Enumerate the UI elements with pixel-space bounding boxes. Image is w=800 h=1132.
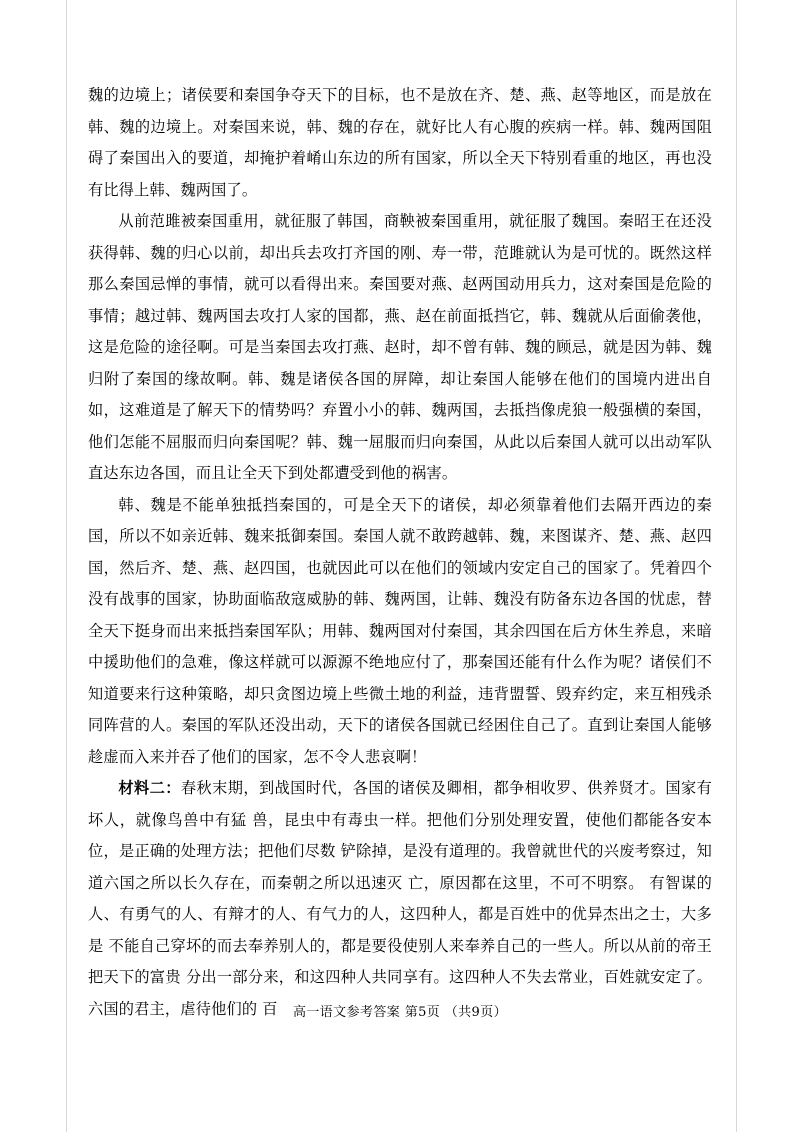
document-body	[88, 80, 712, 1025]
paragraph-2: 从前范雎被秦国重用，就征服了韩国，商鞅被秦国重用，就征服了魏国。秦昭王在还没获得韩、魏的归心以前，却出兵去攻打齐国的刚、寿一带，范雎就认为是可忧的。既然这样那么秦国忌惮的事情，就可以看得出来。秦国要对燕、赵两国动用兵力，这对秦国是危险的事情；越过韩、魏两国去攻打人家的国都，燕、赵在前面抵挡它，韩、魏就从后面偷袭他，这是危险的途径啊。可是当秦国去攻打燕、赵时，却不曾有韩、魏的顾忌，就是因为韩、魏归附了秦国的缘故啊。韩、魏是诸侯各国的屏障，却让秦国人能够在他们的国境内进出自如，这难道是了解天下的情势吗？弃置小小的韩、魏两国，去抵挡像虎狼一般强横的秦国，他们怎能不屈服而归向秦国呢？韩、魏一屈服而归向秦国，从此以后秦国人就可以出动军队直达东边各国，而且让全天下到处都遭受到他的祸害。	[88, 212, 712, 482]
material-two-paragraph	[88, 773, 712, 1025]
footer-title: 高一语文参考答案	[292, 1005, 401, 1020]
page-footer	[0, 1001, 800, 1020]
paragraph-1: 魏的边境上；诸侯要和秦国争夺天下的目标，也不是放在齐、楚、燕、赵等地区，而是放在韩、魏的边境上。对秦国来说，韩、魏的存在，就好比人有心腹的疾病一样。韩、魏两国阻碍了秦国出入的要道，却掩护着崤山东边的所有国家，所以全天下特别看重的地区，再也没有比得上韩、魏两国了。	[88, 86, 712, 199]
material-two-text: 春秋末期，到战国时代，各国的诸侯及卿相，都争相收罗、供养贤才。国家有坏人，就像鸟兽中有猛 兽，昆虫中有毒虫一样。把他们分别处理安置，使他们都能各安本位，是正确的处理方法；把他们尽数 铲除掉，是没有道理的。我曾就世代的兴废考察过，知道六国之所以长久存在，而秦朝之所以迅速灭 亡，原因都在这里，不可不明察。 有智谋的人、有勇气的人、有辩才的人、有气力的人，这四种人，都是百姓中的优异杰出之士，大多是 不能自己穿坏的而去奉养别人的，都是要役使别人来奉养自己的一些人。所以从前的帝王把天下的富贵 分出一部分来，和这四种人共同享有。这四种人不失去常业，百姓就安定了。六国的君主，虐待他们的 百	[88, 779, 712, 1018]
paragraph-3: 韩、魏是不能单独抵挡秦国的，可是全天下的诸侯，却必须靠着他们去隔开西边的秦国，所以不如亲近韩、魏来抵御秦国。秦国人就不敢跨越韩、魏，来图谋齐、楚、燕、赵四国，然后齐、楚、燕、赵四国，也就因此可以在他们的领域内安定自己的国家了。凭着四个没有战事的国家，协助面临敌寇威胁的韩、魏两国，让韩、魏没有防备东边各国的忧虑，替全天下挺身而出来抵挡秦国军队；用韩、魏两国对付秦国，其余四国在后方休生养息，来暗中援助他们的急难，像这样就可以源源不绝地应付了，那秦国还能有什么作为呢？诸侯们不知道要来行这种策略，却只贪图边境上些微土地的利益，违背盟誓、毁弃约定，来互相残杀同阵营的人。秦国的军队还没出动，天下的诸侯各国就已经困住自己了。直到让秦国人能够趁虚而入来并吞了他们的国家，怎不令人悲哀啊！	[88, 495, 712, 766]
page-border-right	[736, 0, 737, 1132]
material-two-label: 材料二：	[118, 779, 181, 797]
footer-total-pages: （共9页）	[444, 1005, 508, 1020]
footer-page-number: 第5页	[404, 1005, 441, 1020]
page-border-left	[66, 0, 67, 1132]
